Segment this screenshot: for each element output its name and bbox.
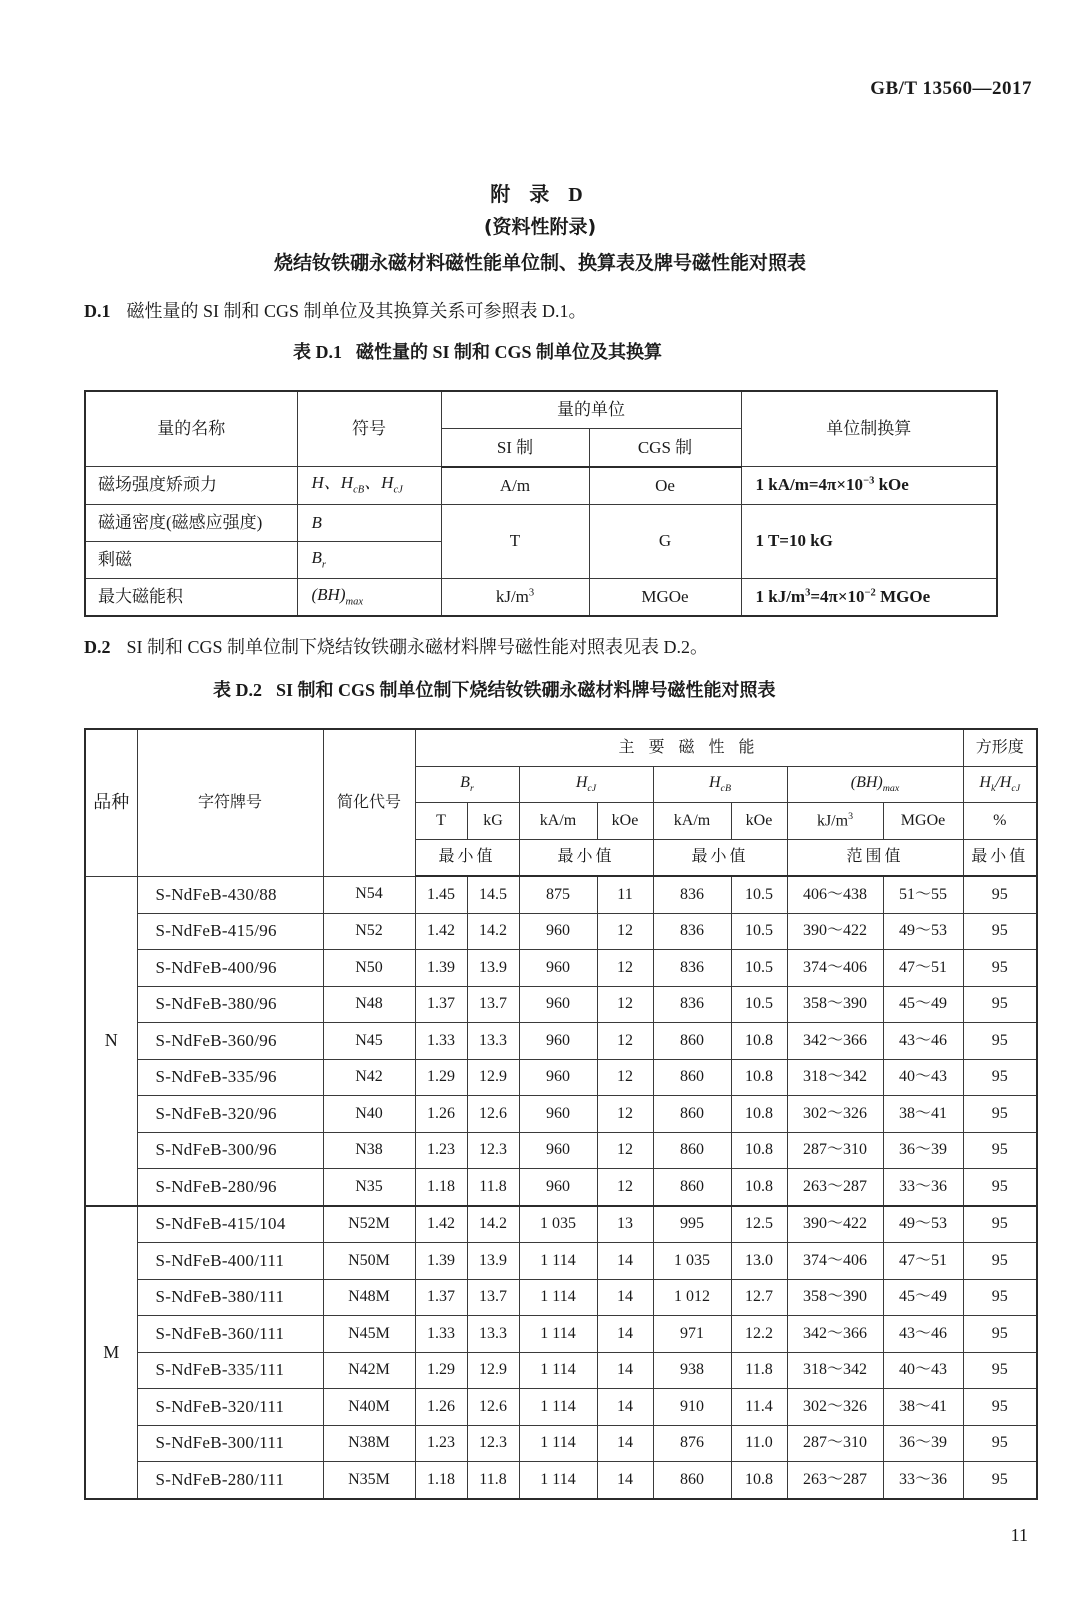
d2-hcj-kam: 960	[519, 1059, 597, 1096]
th-unit-hcj-koe: kOe	[597, 803, 653, 840]
table-row	[85, 1023, 1037, 1060]
d2-bh-mgoe: 33～36	[883, 1462, 963, 1499]
d2-code: N38M	[323, 1425, 415, 1462]
d2-hcb-koe: 10.5	[731, 876, 787, 913]
d2-hcj-koe: 14	[597, 1425, 653, 1462]
section-d2-text: SI 制和 CGS 制单位制下烧结钕铁硼永磁材料牌号磁性能对照表见表 D.2。	[126, 637, 709, 657]
d1-quantity-name: 剩磁	[85, 541, 297, 578]
d2-grade: S-NdFeB-415/96	[137, 913, 323, 950]
d2-br-kg: 13.3	[467, 1023, 519, 1060]
d2-code: N38	[323, 1132, 415, 1169]
d2-code: N52	[323, 913, 415, 950]
th-si-unit: SI 制	[441, 429, 589, 467]
d2-br-t: 1.37	[415, 986, 467, 1023]
d1-cgs-unit: MGOe	[589, 578, 741, 616]
d2-hcb-koe: 12.2	[731, 1316, 787, 1353]
d2-hk: 95	[963, 1279, 1037, 1316]
d2-br-kg: 11.8	[467, 1169, 519, 1206]
th-valtype-br: 最小值	[415, 839, 519, 876]
d2-br-t: 1.39	[415, 1243, 467, 1280]
d2-code: N50M	[323, 1243, 415, 1280]
th-unit-hcb-koe: kOe	[731, 803, 787, 840]
d2-bh-kj: 302～326	[787, 1389, 883, 1426]
th-valtype-hcb: 最小值	[653, 839, 787, 876]
d2-hk: 95	[963, 1169, 1037, 1206]
table-d1-caption-text: 磁性量的 SI 制和 CGS 制单位及其换算	[356, 342, 663, 362]
d2-hk: 95	[963, 876, 1037, 913]
d2-hcj-koe: 12	[597, 950, 653, 987]
table-row	[85, 1425, 1037, 1462]
d2-br-t: 1.33	[415, 1316, 467, 1353]
d2-br-kg: 14.5	[467, 876, 519, 913]
d2-hcb-kam: 836	[653, 950, 731, 987]
d2-br-t: 1.42	[415, 1206, 467, 1243]
d2-br-kg: 12.9	[467, 1059, 519, 1096]
d2-bh-kj: 318～342	[787, 1352, 883, 1389]
d2-code: N35M	[323, 1462, 415, 1499]
d2-grade: S-NdFeB-400/111	[137, 1243, 323, 1280]
d2-bh-mgoe: 45～49	[883, 986, 963, 1023]
d2-br-kg: 14.2	[467, 1206, 519, 1243]
d2-hk: 95	[963, 1243, 1037, 1280]
annex-title: 附 录 D	[490, 184, 590, 206]
d2-hcb-koe: 10.8	[731, 1023, 787, 1060]
d2-code: N40M	[323, 1389, 415, 1426]
d2-hcj-koe: 14	[597, 1279, 653, 1316]
d2-hk: 95	[963, 1096, 1037, 1133]
d2-br-kg: 12.6	[467, 1096, 519, 1133]
d2-hk: 95	[963, 1206, 1037, 1243]
d2-grade: S-NdFeB-360/96	[137, 1023, 323, 1060]
d2-br-t: 1.26	[415, 1096, 467, 1133]
table-d2-caption-text: SI 制和 CGS 制单位制下烧结钕铁硼永磁材料牌号磁性能对照表	[276, 680, 776, 700]
d2-grade: S-NdFeB-335/96	[137, 1059, 323, 1096]
th-hcj: $H_{cJ}$	[519, 766, 653, 803]
d2-code: N54	[323, 876, 415, 913]
th-cgs-unit: CGS 制	[589, 429, 741, 467]
th-bhmax: $(BH)_{max}$	[787, 766, 963, 803]
d2-hcj-kam: 1 114	[519, 1316, 597, 1353]
th-hk-hcj: $H_k/H_{cJ}$	[963, 766, 1037, 803]
th-unit-hcb-kam: kA/m	[653, 803, 731, 840]
table-d2-header-row-1	[85, 729, 1037, 766]
d2-hcb-kam: 1 035	[653, 1243, 731, 1280]
th-unit-bh-mgoe: MGOe	[883, 803, 963, 840]
d2-hk: 95	[963, 950, 1037, 987]
d2-bh-mgoe: 45～49	[883, 1279, 963, 1316]
d2-hcb-kam: 860	[653, 1096, 731, 1133]
d2-grade: S-NdFeB-335/111	[137, 1352, 323, 1389]
d1-conversion: 1 $kJ/m^3=4\pi\times 10^{-2}$ MGOe	[741, 578, 997, 616]
table-d1-header-row-1	[85, 391, 997, 429]
d2-bh-mgoe: 49～53	[883, 913, 963, 950]
table-row	[85, 913, 1037, 950]
d2-bh-kj: 374～406	[787, 1243, 883, 1280]
d2-br-t: 1.23	[415, 1132, 467, 1169]
d2-bh-kj: 358～390	[787, 986, 883, 1023]
d2-hcj-kam: 875	[519, 876, 597, 913]
d2-br-t: 1.37	[415, 1279, 467, 1316]
d2-bh-kj: 390～422	[787, 1206, 883, 1243]
d2-code: N50	[323, 950, 415, 987]
d2-br-kg: 12.3	[467, 1425, 519, 1462]
d2-hcb-kam: 910	[653, 1389, 731, 1426]
table-row	[85, 467, 997, 505]
d2-hcb-koe: 10.8	[731, 1462, 787, 1499]
d2-bh-mgoe: 47～51	[883, 950, 963, 987]
d2-br-t: 1.45	[415, 876, 467, 913]
d2-hcj-kam: 1 114	[519, 1389, 597, 1426]
d2-bh-mgoe: 43～46	[883, 1316, 963, 1353]
d1-si-unit: T	[441, 504, 589, 578]
d2-hcb-kam: 876	[653, 1425, 731, 1462]
d1-conversion: 1 $kA/m=4\pi\times 10^{-3}$ kOe	[741, 467, 997, 505]
d2-hcb-koe: 10.8	[731, 1096, 787, 1133]
d2-bh-kj: 302～326	[787, 1096, 883, 1133]
d2-hcb-koe: 11.8	[731, 1352, 787, 1389]
d2-hcb-kam: 860	[653, 1132, 731, 1169]
d2-hk: 95	[963, 1132, 1037, 1169]
th-kind: 品种	[85, 729, 137, 876]
d2-hcj-koe: 14	[597, 1316, 653, 1353]
d2-hcb-kam: 860	[653, 1169, 731, 1206]
d2-hcj-koe: 12	[597, 913, 653, 950]
d2-hcb-kam: 836	[653, 986, 731, 1023]
th-valtype-hcj: 最小值	[519, 839, 653, 876]
d2-hcj-koe: 13	[597, 1206, 653, 1243]
th-valtype-bh: 范围值	[787, 839, 963, 876]
d2-code: N42	[323, 1059, 415, 1096]
d2-hcj-koe: 14	[597, 1462, 653, 1499]
d2-hk: 95	[963, 913, 1037, 950]
d2-bh-mgoe: 43～46	[883, 1023, 963, 1060]
d2-br-kg: 14.2	[467, 913, 519, 950]
table-row	[85, 986, 1037, 1023]
table-row	[85, 1352, 1037, 1389]
d1-quantity-name: 最大磁能积	[85, 578, 297, 616]
d2-br-kg: 12.6	[467, 1389, 519, 1426]
d2-hcb-koe: 11.0	[731, 1425, 787, 1462]
d2-code: N52M	[323, 1206, 415, 1243]
d2-hk: 95	[963, 1425, 1037, 1462]
d2-hcb-koe: 10.5	[731, 913, 787, 950]
th-unit-br-t: T	[415, 803, 467, 840]
table-row	[85, 1059, 1037, 1096]
d2-br-kg: 11.8	[467, 1462, 519, 1499]
d2-bh-mgoe: 33～36	[883, 1169, 963, 1206]
d2-bh-mgoe: 51～55	[883, 876, 963, 913]
d1-symbol: B	[297, 504, 441, 541]
d2-hcb-koe: 10.8	[731, 1169, 787, 1206]
d2-hcj-kam: 960	[519, 913, 597, 950]
d2-hcj-kam: 960	[519, 986, 597, 1023]
d2-br-t: 1.29	[415, 1059, 467, 1096]
table-row	[85, 876, 1037, 913]
table-row	[85, 1462, 1037, 1499]
table-d1	[84, 390, 998, 617]
table-row	[85, 1316, 1037, 1353]
d2-br-kg: 12.3	[467, 1132, 519, 1169]
d2-hk: 95	[963, 986, 1037, 1023]
d2-br-t: 1.23	[415, 1425, 467, 1462]
d1-cgs-unit: G	[589, 504, 741, 578]
d1-symbol: $B_r$	[297, 541, 441, 578]
section-d1-text: 磁性量的 SI 制和 CGS 制单位及其换算关系可参照表 D.1。	[126, 301, 587, 321]
d2-hcb-kam: 938	[653, 1352, 731, 1389]
d2-grade: S-NdFeB-415/104	[137, 1206, 323, 1243]
th-symbol: 符号	[297, 391, 441, 467]
d2-bh-kj: 318～342	[787, 1059, 883, 1096]
d2-grade: S-NdFeB-320/111	[137, 1389, 323, 1426]
d2-grade: S-NdFeB-300/96	[137, 1132, 323, 1169]
d2-hcj-koe: 14	[597, 1389, 653, 1426]
th-valtype-hk: 最小值	[963, 839, 1037, 876]
d2-grade: S-NdFeB-320/96	[137, 1096, 323, 1133]
d2-hcb-koe: 10.5	[731, 950, 787, 987]
table-d2-caption	[213, 676, 776, 702]
d2-bh-mgoe: 40～43	[883, 1059, 963, 1096]
table-d1-wrapper	[84, 390, 996, 617]
d2-hcj-kam: 1 114	[519, 1425, 597, 1462]
d2-hcb-koe: 10.8	[731, 1132, 787, 1169]
d2-bh-kj: 287～310	[787, 1132, 883, 1169]
d2-bh-kj: 263～287	[787, 1462, 883, 1499]
d2-hcj-kam: 960	[519, 1096, 597, 1133]
table-row	[85, 578, 997, 616]
d2-hk: 95	[963, 1352, 1037, 1389]
d2-hcj-koe: 11	[597, 876, 653, 913]
d2-grade: S-NdFeB-360/111	[137, 1316, 323, 1353]
d2-bh-mgoe: 36～39	[883, 1132, 963, 1169]
d2-hcb-kam: 860	[653, 1462, 731, 1499]
d2-hcb-kam: 836	[653, 913, 731, 950]
d2-hcj-koe: 12	[597, 1169, 653, 1206]
d2-br-t: 1.26	[415, 1389, 467, 1426]
d2-bh-kj: 358～390	[787, 1279, 883, 1316]
d2-hcb-kam: 1 012	[653, 1279, 731, 1316]
d2-hcb-kam: 836	[653, 876, 731, 913]
table-row	[85, 504, 997, 541]
d2-br-t: 1.33	[415, 1023, 467, 1060]
d2-hcb-kam: 860	[653, 1023, 731, 1060]
page-number: 11	[1010, 1525, 1028, 1545]
d2-bh-mgoe: 38～41	[883, 1096, 963, 1133]
d1-conversion: 1 T=10 kG	[741, 504, 997, 578]
d2-bh-kj: 342～366	[787, 1023, 883, 1060]
d2-br-t: 1.18	[415, 1462, 467, 1499]
d2-grade: S-NdFeB-400/96	[137, 950, 323, 987]
d2-grade: S-NdFeB-300/111	[137, 1425, 323, 1462]
d2-hcb-kam: 860	[653, 1059, 731, 1096]
table-d1-caption-number: 表 D.1	[293, 342, 342, 362]
d2-hcj-kam: 1 114	[519, 1279, 597, 1316]
th-hcb: $H_{cB}$	[653, 766, 787, 803]
d2-hcj-kam: 960	[519, 1169, 597, 1206]
table-row	[85, 1132, 1037, 1169]
d2-grade: S-NdFeB-430/88	[137, 876, 323, 913]
d2-hk: 95	[963, 1023, 1037, 1060]
th-char-grade: 字符牌号	[137, 729, 323, 876]
d2-br-kg: 13.7	[467, 986, 519, 1023]
th-unit-hk-percent: %	[963, 803, 1037, 840]
d2-grade: S-NdFeB-380/96	[137, 986, 323, 1023]
section-d2-number: D.2	[84, 637, 111, 657]
d2-grade: S-NdFeB-280/111	[137, 1462, 323, 1499]
annex-subtitle: (资料性附录)	[483, 216, 597, 238]
d2-bh-kj: 263～287	[787, 1169, 883, 1206]
th-unit-br-kg: kG	[467, 803, 519, 840]
table-d1-caption	[293, 338, 662, 364]
d2-bh-kj: 374～406	[787, 950, 883, 987]
d2-code: N48	[323, 986, 415, 1023]
d2-hcb-koe: 12.5	[731, 1206, 787, 1243]
d2-hcb-koe: 11.4	[731, 1389, 787, 1426]
d2-hcj-koe: 12	[597, 1132, 653, 1169]
d1-si-unit: A/m	[441, 467, 589, 505]
table-row	[85, 950, 1037, 987]
d2-hcj-koe: 12	[597, 986, 653, 1023]
d2-grade: S-NdFeB-280/96	[137, 1169, 323, 1206]
d1-cgs-unit: Oe	[589, 467, 741, 505]
d2-hcb-koe: 10.8	[731, 1059, 787, 1096]
d2-hcb-koe: 12.7	[731, 1279, 787, 1316]
d2-code: N35	[323, 1169, 415, 1206]
section-d1-paragraph	[84, 297, 587, 323]
d2-br-kg: 12.9	[467, 1352, 519, 1389]
d2-bh-kj: 287～310	[787, 1425, 883, 1462]
d2-hcj-kam: 960	[519, 950, 597, 987]
annex-name: 烧结钕铁硼永磁材料磁性能单位制、换算表及牌号磁性能对照表	[273, 252, 806, 274]
table-row	[85, 1096, 1037, 1133]
table-row	[85, 1279, 1037, 1316]
d2-hcj-kam: 1 114	[519, 1462, 597, 1499]
d2-hcj-koe: 12	[597, 1023, 653, 1060]
d1-quantity-name: 磁通密度(磁感应强度)	[85, 504, 297, 541]
d2-br-kg: 13.3	[467, 1316, 519, 1353]
d2-hcj-kam: 960	[519, 1132, 597, 1169]
d2-bh-kj: 406～438	[787, 876, 883, 913]
d2-bh-mgoe: 40～43	[883, 1352, 963, 1389]
th-main-magnetic: 主 要 磁 性 能	[415, 729, 963, 766]
d1-quantity-name: 磁场强度矫顽力	[85, 467, 297, 505]
th-unit-bh-kj: $kJ/m^3$	[787, 803, 883, 840]
d2-hcj-kam: 960	[519, 1023, 597, 1060]
d2-hcj-koe: 14	[597, 1243, 653, 1280]
d1-symbol: H、$H_{cB}$、$H_{cJ}$	[297, 467, 441, 505]
d2-hcb-koe: 10.5	[731, 986, 787, 1023]
d2-br-t: 1.29	[415, 1352, 467, 1389]
d2-hcb-koe: 13.0	[731, 1243, 787, 1280]
table-d2	[84, 728, 1038, 1500]
d2-bh-kj: 342～366	[787, 1316, 883, 1353]
th-simple-code: 简化代号	[323, 729, 415, 876]
d2-hcj-kam: 1 035	[519, 1206, 597, 1243]
d2-code: N48M	[323, 1279, 415, 1316]
table-row	[85, 1169, 1037, 1206]
d2-bh-mgoe: 49～53	[883, 1206, 963, 1243]
table-row	[85, 1389, 1037, 1426]
section-d2-paragraph	[84, 633, 708, 659]
d1-si-unit: $kJ/m^3$	[441, 578, 589, 616]
d2-br-kg: 13.9	[467, 950, 519, 987]
d2-hcj-kam: 1 114	[519, 1352, 597, 1389]
table-d2-caption-number: 表 D.2	[213, 680, 262, 700]
d1-symbol: $(BH)_{max}$	[297, 578, 441, 616]
th-unit-hcj-kam: kA/m	[519, 803, 597, 840]
d2-hcj-koe: 14	[597, 1352, 653, 1389]
d2-code: N45M	[323, 1316, 415, 1353]
th-unit-group: 量的单位	[441, 391, 741, 429]
th-conversion: 单位制换算	[741, 391, 997, 467]
d2-br-t: 1.39	[415, 950, 467, 987]
standard-number-header: GB/T 13560—2017	[870, 78, 1032, 99]
d2-br-kg: 13.9	[467, 1243, 519, 1280]
d2-hcj-kam: 1 114	[519, 1243, 597, 1280]
th-br: $B_r$	[415, 766, 519, 803]
table-d2-wrapper	[84, 728, 1029, 1500]
d2-hk: 95	[963, 1389, 1037, 1426]
d2-bh-mgoe: 36～39	[883, 1425, 963, 1462]
d2-br-kg: 13.7	[467, 1279, 519, 1316]
th-quantity-name: 量的名称	[85, 391, 297, 467]
d2-br-t: 1.42	[415, 913, 467, 950]
table-row	[85, 1206, 1037, 1243]
d2-hk: 95	[963, 1462, 1037, 1499]
d2-hk: 95	[963, 1316, 1037, 1353]
th-squareness: 方形度	[963, 729, 1037, 766]
d2-hcj-koe: 12	[597, 1059, 653, 1096]
table-row	[85, 1243, 1037, 1280]
d2-code: N45	[323, 1023, 415, 1060]
d2-hcj-koe: 12	[597, 1096, 653, 1133]
d2-hcb-kam: 971	[653, 1316, 731, 1353]
d2-hcb-kam: 995	[653, 1206, 731, 1243]
d2-bh-kj: 390～422	[787, 913, 883, 950]
d2-grade: S-NdFeB-380/111	[137, 1279, 323, 1316]
d2-code: N40	[323, 1096, 415, 1133]
d2-code: N42M	[323, 1352, 415, 1389]
d2-br-t: 1.18	[415, 1169, 467, 1206]
d2-hk: 95	[963, 1059, 1037, 1096]
d2-kind-m: M	[85, 1206, 137, 1499]
d2-bh-mgoe: 38～41	[883, 1389, 963, 1426]
d2-bh-mgoe: 47～51	[883, 1243, 963, 1280]
section-d1-number: D.1	[84, 301, 111, 321]
d2-kind-n: N	[85, 876, 137, 1206]
